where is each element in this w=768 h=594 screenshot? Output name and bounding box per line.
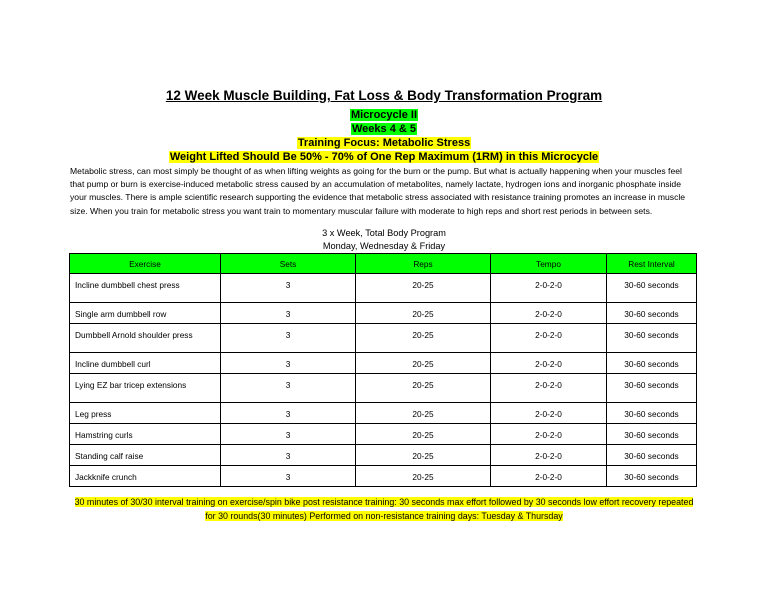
table-row — [70, 466, 697, 487]
intro-paragraph: Metabolic stress, can most simply be thought of as when lifting weights as going for the burn or the pump. But what is actually happening when your muscles feel that pump or burn is exercise-induced metabolic stress caused by an accumulation of metabolites, namely lactate, hydrogen ions and inorganic phosphate inside your muscles. There is ample scientific research supporting the evidence that metabolic stress associated with resistance training promotes an increase in muscle size. When you train for metabolic stress you want train to momentary muscular failure with moderate to high reps and short rest periods in between sets. — [70, 166, 686, 216]
training-focus-label — [0, 136, 768, 150]
weight-note-text: Weight Lifted Should Be 50% - 70% of One Rep Maximum (1RM) in this Microcycle — [169, 151, 599, 163]
rest-cell: 30-60 seconds — [607, 353, 697, 374]
days-line: Monday, Wednesday & Friday — [322, 241, 446, 251]
sets-cell: 3 — [221, 424, 356, 445]
exercise-cell: Standing calf raise — [70, 445, 221, 466]
table-row — [70, 445, 697, 466]
exercise-cell: Lying EZ bar tricep extensions — [70, 374, 221, 403]
rest-cell: 30-60 seconds — [607, 303, 697, 324]
weight-note-label — [0, 150, 768, 164]
reps-cell: 20-25 — [356, 353, 491, 374]
table-row — [70, 424, 697, 445]
table-row — [70, 274, 697, 303]
rest-cell: 30-60 seconds — [607, 374, 697, 403]
exercise-cell: Leg press — [70, 403, 221, 424]
exercise-cell: Incline dumbbell chest press — [70, 274, 221, 303]
table-row — [70, 324, 697, 353]
table-header-row — [70, 254, 697, 274]
sets-cell: 3 — [221, 353, 356, 374]
reps-cell: 20-25 — [356, 303, 491, 324]
interval-training-note — [70, 495, 698, 523]
exercise-cell: Hamstring curls — [70, 424, 221, 445]
sets-cell: 3 — [221, 374, 356, 403]
header-exercise: Exercise — [70, 254, 221, 274]
rest-cell: 30-60 seconds — [607, 324, 697, 353]
rest-cell: 30-60 seconds — [607, 424, 697, 445]
tempo-cell: 2-0-2-0 — [491, 303, 607, 324]
sets-cell: 3 — [221, 303, 356, 324]
program-line: 3 x Week, Total Body Program — [322, 228, 446, 238]
microcycle-text: Microcycle II — [350, 109, 418, 121]
tempo-cell: 2-0-2-0 — [491, 274, 607, 303]
reps-cell: 20-25 — [356, 424, 491, 445]
tempo-cell: 2-0-2-0 — [491, 445, 607, 466]
header-rest: Rest Interval — [607, 254, 697, 274]
tempo-cell: 2-0-2-0 — [491, 466, 607, 487]
rest-cell: 30-60 seconds — [607, 403, 697, 424]
exercise-cell: Jackknife crunch — [70, 466, 221, 487]
reps-cell: 20-25 — [356, 466, 491, 487]
tempo-cell: 2-0-2-0 — [491, 374, 607, 403]
interval-training-text: 30 minutes of 30/30 interval training on exercise/spin bike post resistance training: 30 seconds max effort followed by 30 seconds low effort recovery repeated for 30 rounds(30 minutes) Performed on non-resistance training days: Tuesday & Thursday — [74, 497, 694, 521]
exercise-cell: Single arm dumbbell row — [70, 303, 221, 324]
tempo-cell: 2-0-2-0 — [491, 403, 607, 424]
reps-cell: 20-25 — [356, 274, 491, 303]
weeks-label — [0, 122, 768, 136]
reps-cell: 20-25 — [356, 324, 491, 353]
sets-cell: 3 — [221, 324, 356, 353]
rest-cell: 30-60 seconds — [607, 274, 697, 303]
header-tempo: Tempo — [491, 254, 607, 274]
exercise-cell: Incline dumbbell curl — [70, 353, 221, 374]
header-sets: Sets — [221, 254, 356, 274]
exercise-cell: Dumbbell Arnold shoulder press — [70, 324, 221, 353]
sets-cell: 3 — [221, 403, 356, 424]
sets-cell: 3 — [221, 466, 356, 487]
table-row — [70, 303, 697, 324]
page-title: 12 Week Muscle Building, Fat Loss & Body Transformation Program — [165, 88, 603, 103]
exercise-table — [69, 253, 697, 487]
table-row — [70, 353, 697, 374]
tempo-cell: 2-0-2-0 — [491, 353, 607, 374]
rest-cell: 30-60 seconds — [607, 466, 697, 487]
microcycle-label — [0, 108, 768, 122]
table-row — [70, 374, 697, 403]
tempo-cell: 2-0-2-0 — [491, 424, 607, 445]
reps-cell: 20-25 — [356, 403, 491, 424]
header-reps: Reps — [356, 254, 491, 274]
rest-cell: 30-60 seconds — [607, 445, 697, 466]
table-row — [70, 403, 697, 424]
reps-cell: 20-25 — [356, 374, 491, 403]
sets-cell: 3 — [221, 445, 356, 466]
training-focus-text: Training Focus: Metabolic Stress — [297, 137, 471, 149]
reps-cell: 20-25 — [356, 445, 491, 466]
sets-cell: 3 — [221, 274, 356, 303]
weeks-text: Weeks 4 & 5 — [351, 123, 416, 135]
tempo-cell: 2-0-2-0 — [491, 324, 607, 353]
